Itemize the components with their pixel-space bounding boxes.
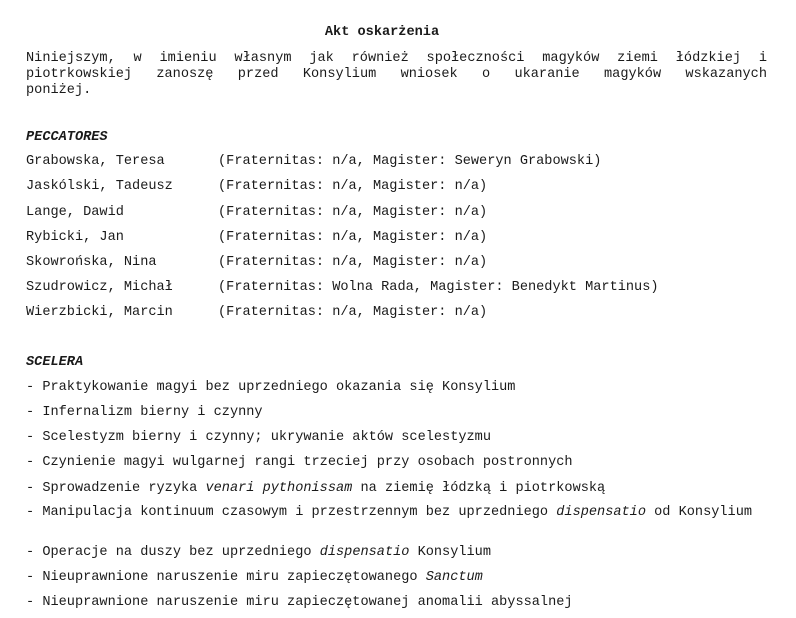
peccator-name: Wierzbicki, Marcin — [26, 305, 173, 320]
peccator-details: (Fraternitas: n/a, Magister: n/a) — [218, 205, 488, 220]
peccator-entry — [26, 154, 601, 170]
peccator-details: (Fraternitas: n/a, Magister: n/a) — [218, 179, 488, 194]
scelus-item — [26, 505, 771, 521]
peccator-name: Skowrońska, Nina — [26, 255, 157, 270]
intro-paragraph — [26, 51, 767, 99]
intro-line: piotrkowskiej zanoszę przed Konsylium wniosek o ukaranie magyków wskazanych — [26, 67, 767, 82]
peccator-entry — [26, 280, 659, 296]
scelus-item — [26, 570, 483, 586]
scelus-item — [26, 545, 491, 561]
scelus-latin-term: dispensatio — [556, 505, 646, 520]
scelus-latin-term: venari pythonissam — [205, 481, 353, 496]
peccator-entry — [26, 230, 487, 246]
peccator-entry — [26, 305, 487, 321]
peccator-entry — [26, 179, 487, 195]
scelus-text: - Nieuprawnione naruszenie miru zapieczętowanego — [26, 570, 426, 585]
scelus-text: - Operacje na duszy bez uprzedniego — [26, 545, 320, 560]
peccator-details: (Fraternitas: Wolna Rada, Magister: Benedykt Martinus) — [218, 280, 659, 295]
scelus-item — [26, 405, 263, 421]
peccator-details: (Fraternitas: n/a, Magister: n/a) — [218, 255, 488, 270]
scelus-text: Konsylium — [409, 545, 491, 560]
scelus-item — [26, 380, 515, 396]
peccator-details: (Fraternitas: n/a, Magister: n/a) — [218, 305, 488, 320]
scelus-latin-term: dispensatio — [319, 545, 410, 560]
peccatores-heading: PECCATORES — [26, 130, 108, 145]
scelus-item — [26, 481, 605, 497]
peccator-name: Jaskólski, Tadeusz — [26, 179, 173, 194]
scelus-item — [26, 430, 491, 446]
scelus-item — [26, 595, 573, 611]
peccator-entry — [26, 255, 487, 271]
scelus-latin-term: Sanctum — [425, 570, 483, 585]
scelus-text: na ziemię łódzką i piotrkowską — [352, 481, 606, 496]
scelus-text: - Infernalizm bierny i czynny — [26, 405, 263, 420]
scelus-text: - Manipulacja kontinuum czasowym i przestrzennym bez uprzedniego — [26, 505, 557, 520]
scelus-text: od Konsylium — [645, 505, 753, 520]
peccator-name: Lange, Dawid — [26, 205, 124, 220]
peccator-name: Rybicki, Jan — [26, 230, 124, 245]
peccator-details: (Fraternitas: n/a, Magister: n/a) — [218, 230, 488, 245]
intro-line: Niniejszym, w imieniu własnym jak również społeczności magyków ziemi łódzkiej i — [26, 51, 767, 66]
document-title: Akt oskarżenia — [324, 25, 440, 40]
scelus-text: - Sprowadzenie ryzyka — [26, 481, 206, 496]
scelus-item — [26, 455, 573, 471]
scelera-heading: SCELERA — [26, 355, 84, 370]
scelus-text: - Nieuprawnione naruszenie miru zapieczętowanej anomalii abyssalnej — [26, 595, 573, 610]
scelus-text: - Praktykowanie magyi bez uprzedniego okazania się Konsylium — [26, 380, 516, 395]
scelus-text: - Czynienie magyi wulgarnej rangi trzeciej przy osobach postronnych — [26, 455, 573, 470]
peccator-details: (Fraternitas: n/a, Magister: Seweryn Grabowski) — [218, 154, 602, 169]
scelus-text: - Scelestyzm bierny i czynny; ukrywanie aktów scelestyzmu — [26, 430, 491, 445]
intro-line: poniżej. — [26, 83, 92, 98]
peccator-entry — [26, 205, 487, 221]
peccator-name: Szudrowicz, Michał — [26, 280, 173, 295]
peccator-name: Grabowska, Teresa — [26, 154, 165, 169]
